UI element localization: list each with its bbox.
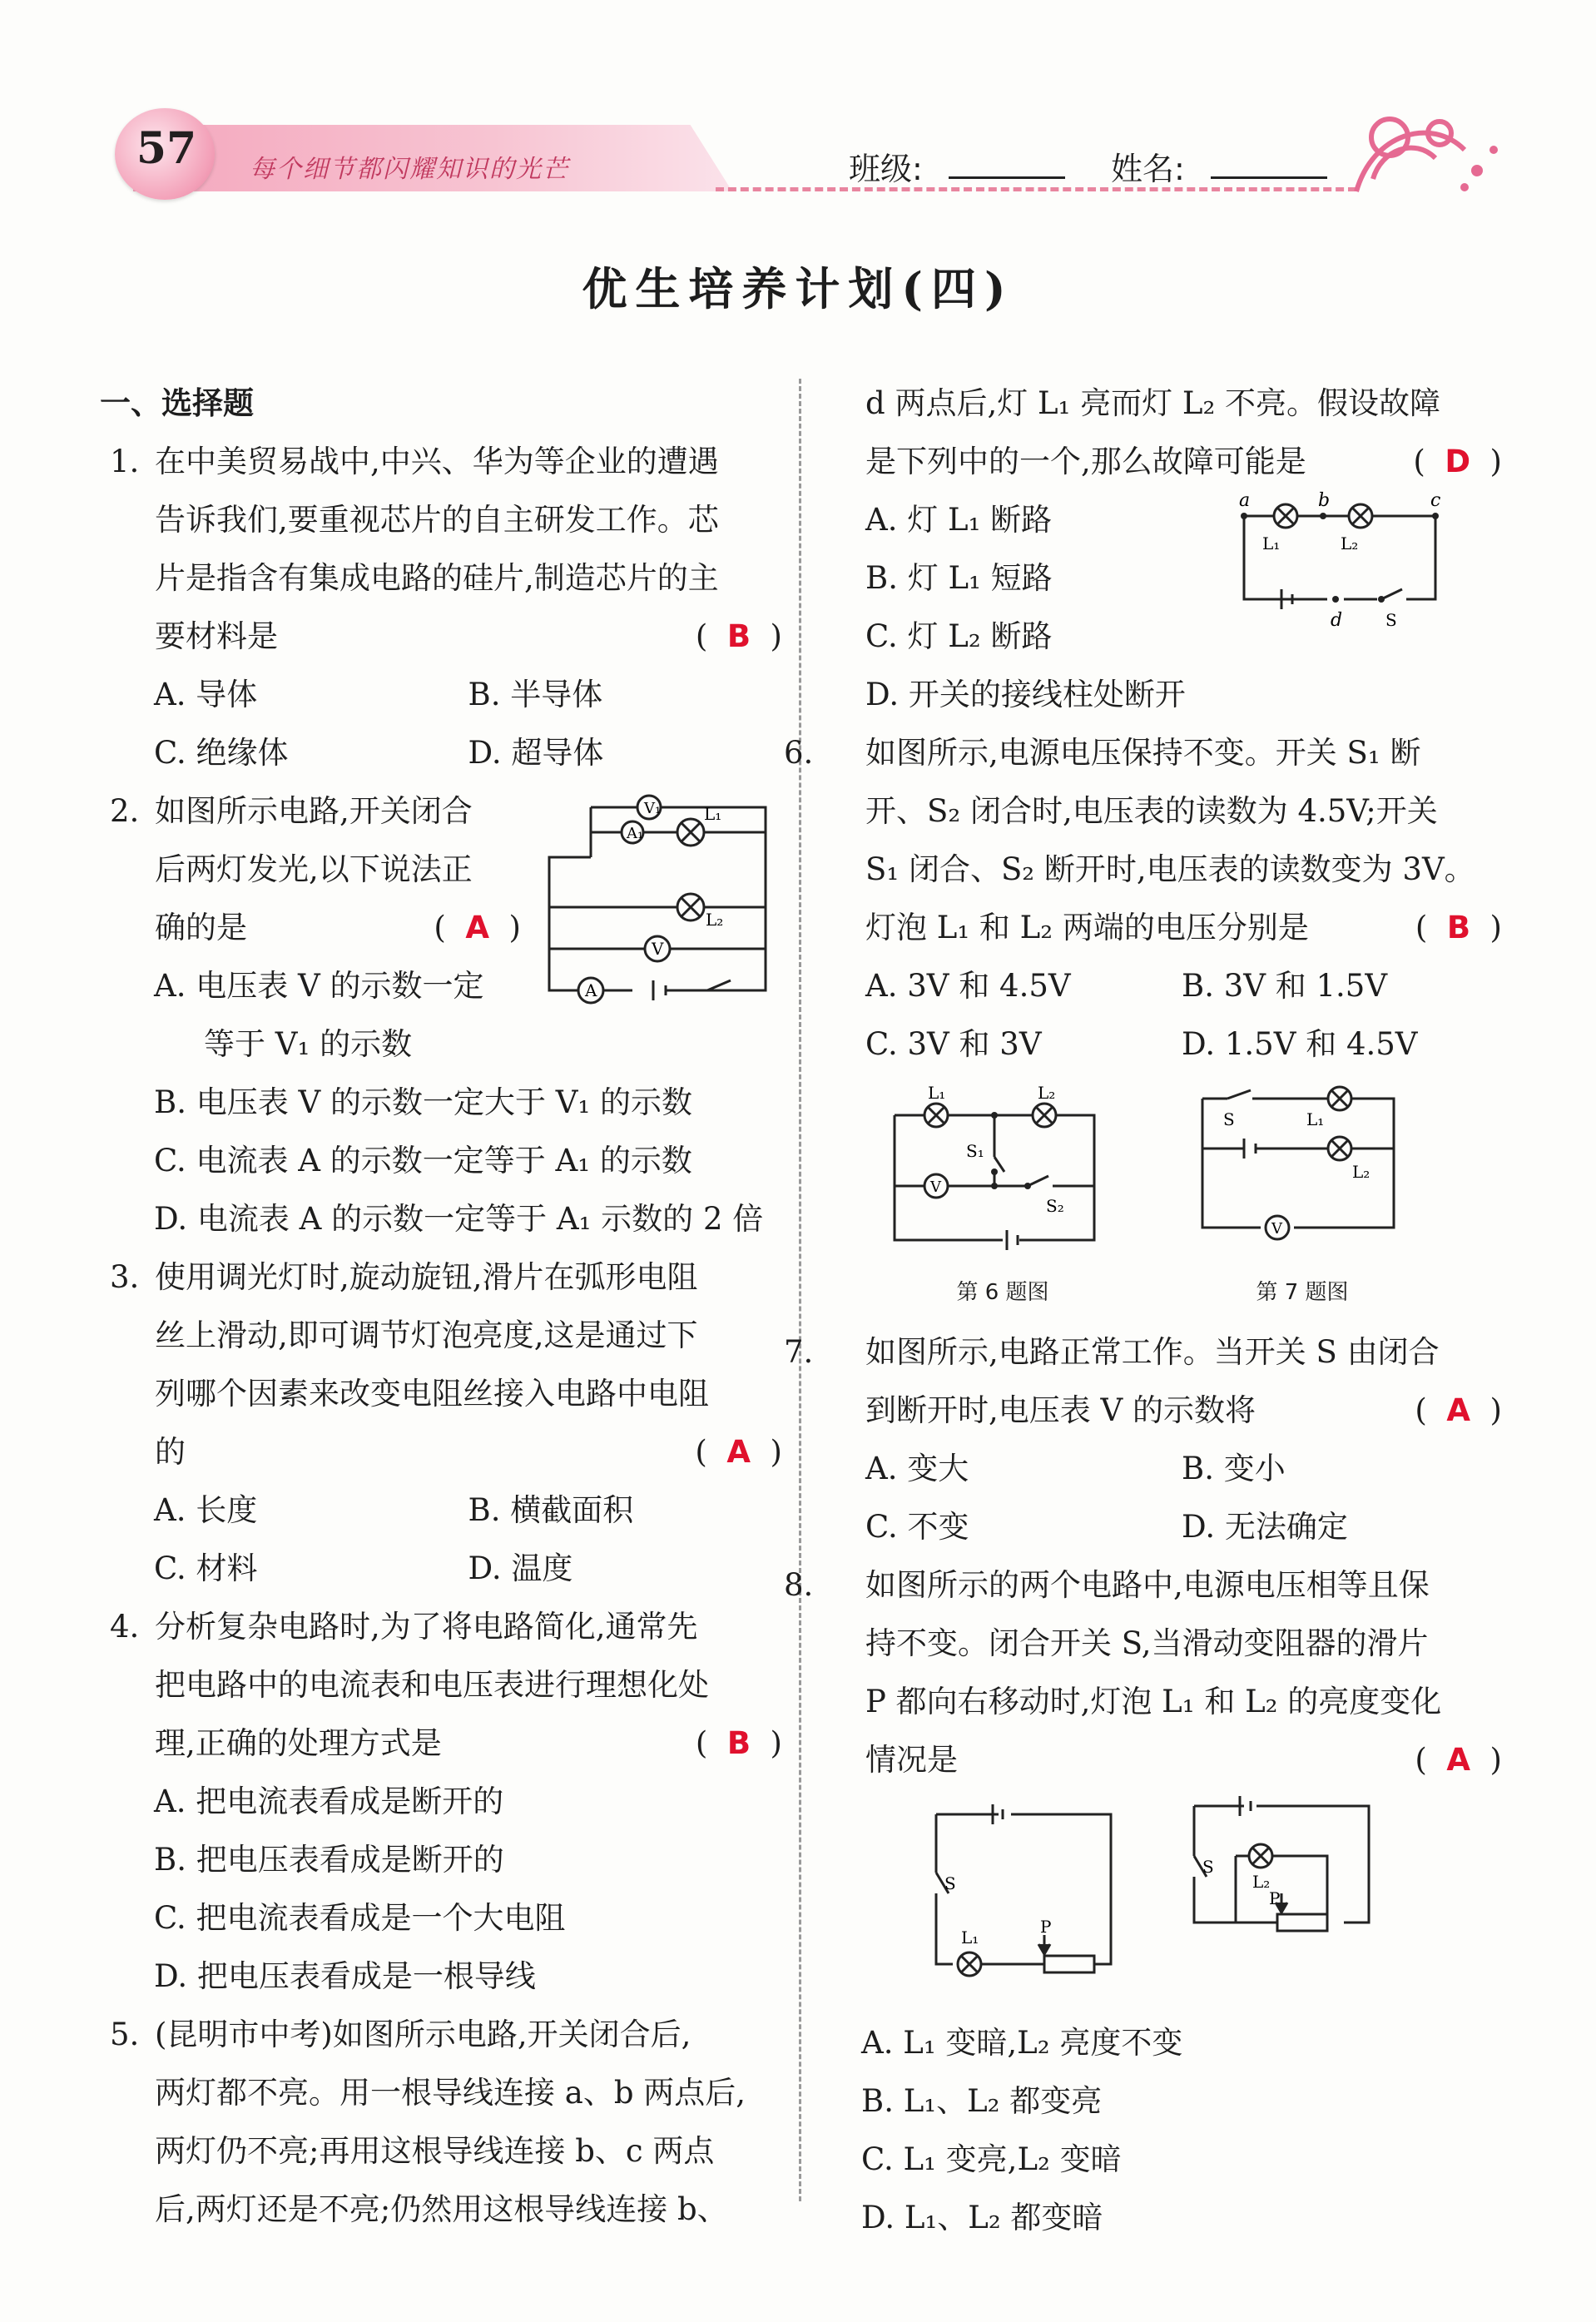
lamp-l1-label: L₁	[928, 1083, 946, 1103]
question-text: 丝上滑动,即可调节灯泡亮度,这是通过下	[155, 1317, 698, 1353]
point-b-label: b	[1318, 491, 1331, 511]
question-text-last: 情况是 ( A )	[865, 1731, 1502, 1789]
option: B. 3V 和 1.5V	[1182, 968, 1388, 1004]
section-heading: 一、选择题	[100, 385, 254, 421]
options-row	[820, 1015, 1502, 1074]
lamp-l2-label: L₂	[1352, 1162, 1370, 1182]
question-number: 1.	[110, 444, 140, 479]
answer-mark: A	[1446, 1742, 1471, 1778]
options-row	[820, 1498, 1502, 1556]
circuit-diagram-q8-right	[1177, 1789, 1394, 2006]
column-divider	[799, 379, 801, 2201]
option: C. 材料	[154, 1550, 258, 1586]
question-number: 8.	[784, 1567, 814, 1603]
question-7	[774, 1323, 1502, 1440]
option: D. 开关的接线柱处断开	[865, 677, 1186, 712]
answer-mark: D	[1445, 444, 1471, 479]
answer-bracket: ( A )	[1415, 1742, 1502, 1778]
question-text-last: 是下列中的一个,那么故障可能是 ( D )	[865, 433, 1502, 491]
question-5	[100, 2006, 782, 2239]
option: C. 把电流表看成是一个大电阻	[154, 1900, 566, 1936]
ammeter-a1-label: A₁	[627, 825, 644, 842]
circuit-diagram-q8-left	[919, 1789, 1144, 2006]
switch-s-label: S	[1385, 610, 1397, 630]
question-number: 3.	[110, 1259, 140, 1295]
option: B. 半导体	[468, 677, 603, 712]
answer-mark: A	[1446, 1392, 1471, 1428]
answer-bracket: ( B )	[1415, 910, 1502, 945]
left-column	[100, 375, 782, 2239]
question-number: 4.	[110, 1609, 140, 1645]
option: D. 温度	[468, 1550, 573, 1586]
option: D. 无法确定	[1182, 1509, 1348, 1545]
question-text: 把电路中的电流表和电压表进行理想化处	[155, 1667, 709, 1703]
option: A. 导体	[154, 677, 258, 712]
answer-bracket: ( D )	[1413, 444, 1502, 479]
option: C. 不变	[865, 1509, 969, 1545]
lamp-l1-label: L₁	[704, 804, 722, 824]
question-1	[100, 433, 782, 666]
option: A. 3V 和 4.5V	[865, 968, 1071, 1004]
question-text: 告诉我们,要重视芯片的自主研发工作。芯	[155, 502, 719, 538]
answer-bracket: ( A )	[1415, 1392, 1502, 1428]
figure-6-caption: 第 6 题图	[956, 1280, 1049, 1305]
options-row	[100, 1540, 782, 1598]
point-c-label: c	[1430, 491, 1441, 511]
lamp-l2-label: L₂	[1038, 1083, 1056, 1103]
circuit-diagram-q7	[1194, 1074, 1410, 1257]
answer-mark: B	[726, 1725, 751, 1761]
question-text-last: 要材料是 ( B )	[155, 608, 782, 666]
question-number: 6.	[784, 735, 814, 771]
figure-6	[886, 1074, 1194, 1309]
question-text: (昆明市中考)如图所示电路,开关闭合后,	[155, 2017, 691, 2052]
question-number: 7.	[784, 1334, 814, 1370]
question-text: 分析复杂电路时,为了将电路简化,通常先	[155, 1609, 698, 1645]
option: D. 超导体	[468, 735, 604, 771]
option: A. L₁ 变暗,L₂ 亮度不变	[861, 2025, 1183, 2061]
switch-s2-label: S₂	[1046, 1196, 1064, 1216]
voltmeter-label: V	[1271, 1220, 1282, 1238]
option: A. 长度	[154, 1492, 258, 1528]
page-number: 57	[136, 123, 197, 174]
options-row	[100, 666, 782, 724]
switch-s-label: S	[944, 1873, 956, 1893]
question-text: 后,两灯还是不亮;仍然用这根导线连接 b、	[155, 2191, 728, 2227]
option: C. 绝缘体	[154, 735, 289, 771]
question-text: 列哪个因素来改变电阻丝接入电路中电阻	[155, 1376, 709, 1412]
class-label: 班级:	[849, 151, 923, 187]
figures-6-7	[820, 1074, 1502, 1323]
voltmeter-v1-label: V₁	[644, 800, 662, 817]
lamp-l1-label: L₁	[961, 1928, 979, 1947]
option: C. 灯 L₂ 断路	[865, 618, 1053, 654]
question-text: d 两点后,灯 L₁ 亮而灯 L₂ 不亮。假设故障	[865, 385, 1441, 421]
lamp-l1-label: L₁	[1262, 533, 1281, 553]
question-text-last: 理,正确的处理方式是 ( B )	[155, 1714, 782, 1773]
options-row	[820, 1440, 1502, 1498]
switch-s1-label: S₁	[966, 1141, 984, 1161]
figure-7	[1194, 1074, 1444, 1309]
option-continued: 等于 V₁ 的示数	[204, 1026, 413, 1062]
question-text: 持不变。闭合开关 S,当滑动变阻器的滑片	[865, 1625, 1429, 1661]
option: B. 灯 L₁ 短路	[865, 560, 1053, 596]
name-label: 姓名:	[1111, 151, 1185, 187]
option: B. 横截面积	[468, 1492, 634, 1528]
option: C. 3V 和 3V	[865, 1026, 1042, 1062]
options-row	[100, 1481, 782, 1540]
question-text: 使用调光灯时,旋动旋钮,滑片在弧形电阻	[155, 1259, 698, 1295]
question-5-continued	[820, 375, 1502, 724]
question-text: 如图所示的两个电路中,电源电压相等且保	[865, 1567, 1430, 1603]
question-6	[774, 724, 1502, 957]
question-text: 如图所示电路,开关闭合	[155, 793, 473, 829]
question-text: 片是指含有集成电路的硅片,制造芯片的主	[155, 560, 719, 596]
option: D. L₁、L₂ 都变暗	[861, 2200, 1103, 2235]
answer-bracket: ( B )	[695, 618, 782, 654]
figure-7-caption: 第 7 题图	[1256, 1280, 1349, 1305]
switch-s-label: S	[1223, 1109, 1235, 1129]
lamp-l2-label: L₂	[706, 910, 724, 930]
point-d-label: d	[1331, 610, 1343, 631]
name-blank	[1211, 176, 1327, 179]
option: B. 把电压表看成是断开的	[154, 1842, 504, 1878]
question-text: 两灯都不亮。用一根导线连接 a、b 两点后,	[155, 2075, 746, 2111]
option: C. L₁ 变亮,L₂ 变暗	[861, 2141, 1122, 2177]
option: C. 电流表 A 的示数一定等于 A₁ 的示数	[154, 1143, 692, 1178]
option: A. 灯 L₁ 断路	[865, 502, 1053, 538]
question-text: P 都向右移动时,灯泡 L₁ 和 L₂ 的亮度变化	[865, 1684, 1442, 1719]
answer-mark: A	[726, 1434, 751, 1470]
question-text-last: 的 ( A )	[155, 1423, 782, 1481]
question-text: S₁ 闭合、S₂ 断开时,电压表的读数变为 3V。	[865, 851, 1475, 887]
floral-ornament-icon	[1340, 100, 1506, 208]
answer-bracket: ( B )	[695, 1725, 782, 1761]
option: A. 把电流表看成是断开的	[154, 1784, 504, 1819]
question-2	[100, 782, 782, 1074]
header-dashed-rule	[716, 187, 1356, 191]
option: D. 把电压表看成是一根导线	[154, 1958, 536, 1994]
question-4	[100, 1598, 782, 1773]
option: D. 电流表 A 的示数一定等于 A₁ 示数的 2 倍	[154, 1201, 764, 1237]
options-row	[820, 957, 1502, 1015]
answer-mark: A	[465, 910, 490, 945]
figures-8	[820, 1789, 1502, 2014]
answer-bracket: ( A )	[695, 1434, 782, 1470]
circuit-diagram-q2	[541, 774, 791, 1032]
lamp-l1-label: L₁	[1306, 1109, 1325, 1129]
question-number: 2.	[110, 793, 140, 829]
voltmeter-v-label: V	[652, 939, 664, 959]
answer-mark: B	[726, 618, 751, 654]
option: D. 1.5V 和 4.5V	[1182, 1026, 1418, 1062]
class-blank	[949, 176, 1065, 179]
circuit-diagram-q5	[1227, 491, 1452, 633]
question-8	[774, 1556, 1502, 1789]
point-a-label: a	[1239, 491, 1251, 511]
ammeter-a-label: A	[585, 980, 597, 1000]
question-text-last: 确的是 ( A )	[155, 899, 521, 957]
answer-bracket: ( A )	[434, 910, 521, 945]
slider-p-label: P	[1040, 1917, 1052, 1937]
lamp-l2-label: L₂	[1252, 1872, 1271, 1892]
question-text: 在中美贸易战中,中兴、华为等企业的遭遇	[155, 444, 719, 479]
header-motto: 每个细节都闪耀知识的光芒	[250, 155, 569, 184]
option: B. 电压表 V 的示数一定大于 V₁ 的示数	[154, 1084, 693, 1120]
lamp-l2-label: L₂	[1341, 533, 1359, 553]
switch-s-label: S	[1202, 1857, 1214, 1877]
circuit-diagram-q6	[886, 1074, 1119, 1257]
question-number: 5.	[110, 2017, 140, 2052]
question-text: 如图所示,电源电压保持不变。开关 S₁ 断	[865, 735, 1421, 771]
right-column	[784, 375, 1502, 2247]
option: B. L₁、L₂ 都变亮	[861, 2083, 1103, 2119]
option: A. 变大	[865, 1451, 969, 1486]
question-text: 开、S₂ 闭合时,电压表的读数为 4.5V;开关	[865, 793, 1438, 829]
slider-p-label: P	[1269, 1888, 1281, 1908]
page-title: 优生培养计划(四)	[582, 262, 1014, 315]
voltmeter-label: V	[930, 1178, 941, 1196]
question-text: 两灯仍不亮;再用这根导线连接 b、c 两点	[155, 2133, 715, 2169]
question-text: 后两灯发光,以下说法正	[155, 851, 473, 887]
answer-mark: B	[1446, 910, 1471, 945]
question-3	[100, 1248, 782, 1481]
option: A. 电压表 V 的示数一定	[154, 968, 484, 1004]
question-text-last: 到断开时,电压表 V 的示数将 ( A )	[865, 1382, 1502, 1440]
question-text: 如图所示,电路正常工作。当开关 S 由闭合	[865, 1334, 1440, 1370]
question-text-last: 灯泡 L₁ 和 L₂ 两端的电压分别是 ( B )	[865, 899, 1502, 957]
option: B. 变小	[1182, 1451, 1286, 1486]
